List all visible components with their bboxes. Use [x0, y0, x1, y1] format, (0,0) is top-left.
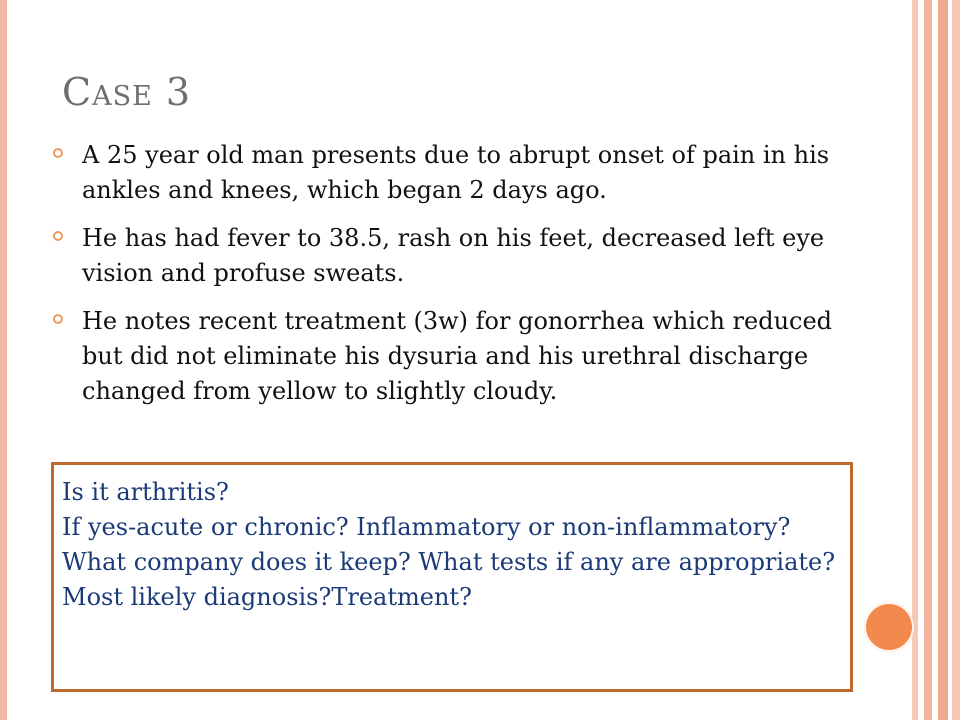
stripe-band — [952, 0, 960, 720]
bullet-text: A 25 year old man presents due to abrupt onset of pain in his ankles and knees, which began 2 days ago. — [82, 141, 830, 204]
orange-circle-decoration — [864, 602, 914, 652]
bullet-icon — [53, 148, 63, 158]
bullet-item — [50, 304, 850, 409]
question-line: Is it arthritis? — [62, 478, 229, 506]
bullet-icon — [53, 231, 63, 241]
question-line: What company does it keep? What tests if any are appropriate? Most likely diagnosis?Treatment? — [62, 548, 836, 611]
bullet-text: He has had fever to 38.5, rash on his feet, decreased left eye vision and profuse sweats. — [82, 224, 825, 287]
stripe-band — [938, 0, 948, 720]
slide-title: Case 3 — [62, 70, 192, 114]
right-stripe-decoration — [912, 0, 960, 720]
question-line: If yes-acute or chronic? Inflammatory or non-inflammatory? — [62, 513, 791, 541]
questions-box — [51, 462, 853, 692]
stripe-band — [924, 0, 932, 720]
bullet-item — [50, 138, 850, 208]
left-border-decoration — [0, 0, 7, 720]
bullet-text: He notes recent treatment (3w) for gonorrhea which reduced but did not eliminate his dysuria and his urethral discharge changed from yellow to slightly cloudy. — [82, 307, 833, 405]
bullet-icon — [53, 314, 63, 324]
bullet-item — [50, 221, 850, 291]
bullet-list — [50, 138, 850, 422]
